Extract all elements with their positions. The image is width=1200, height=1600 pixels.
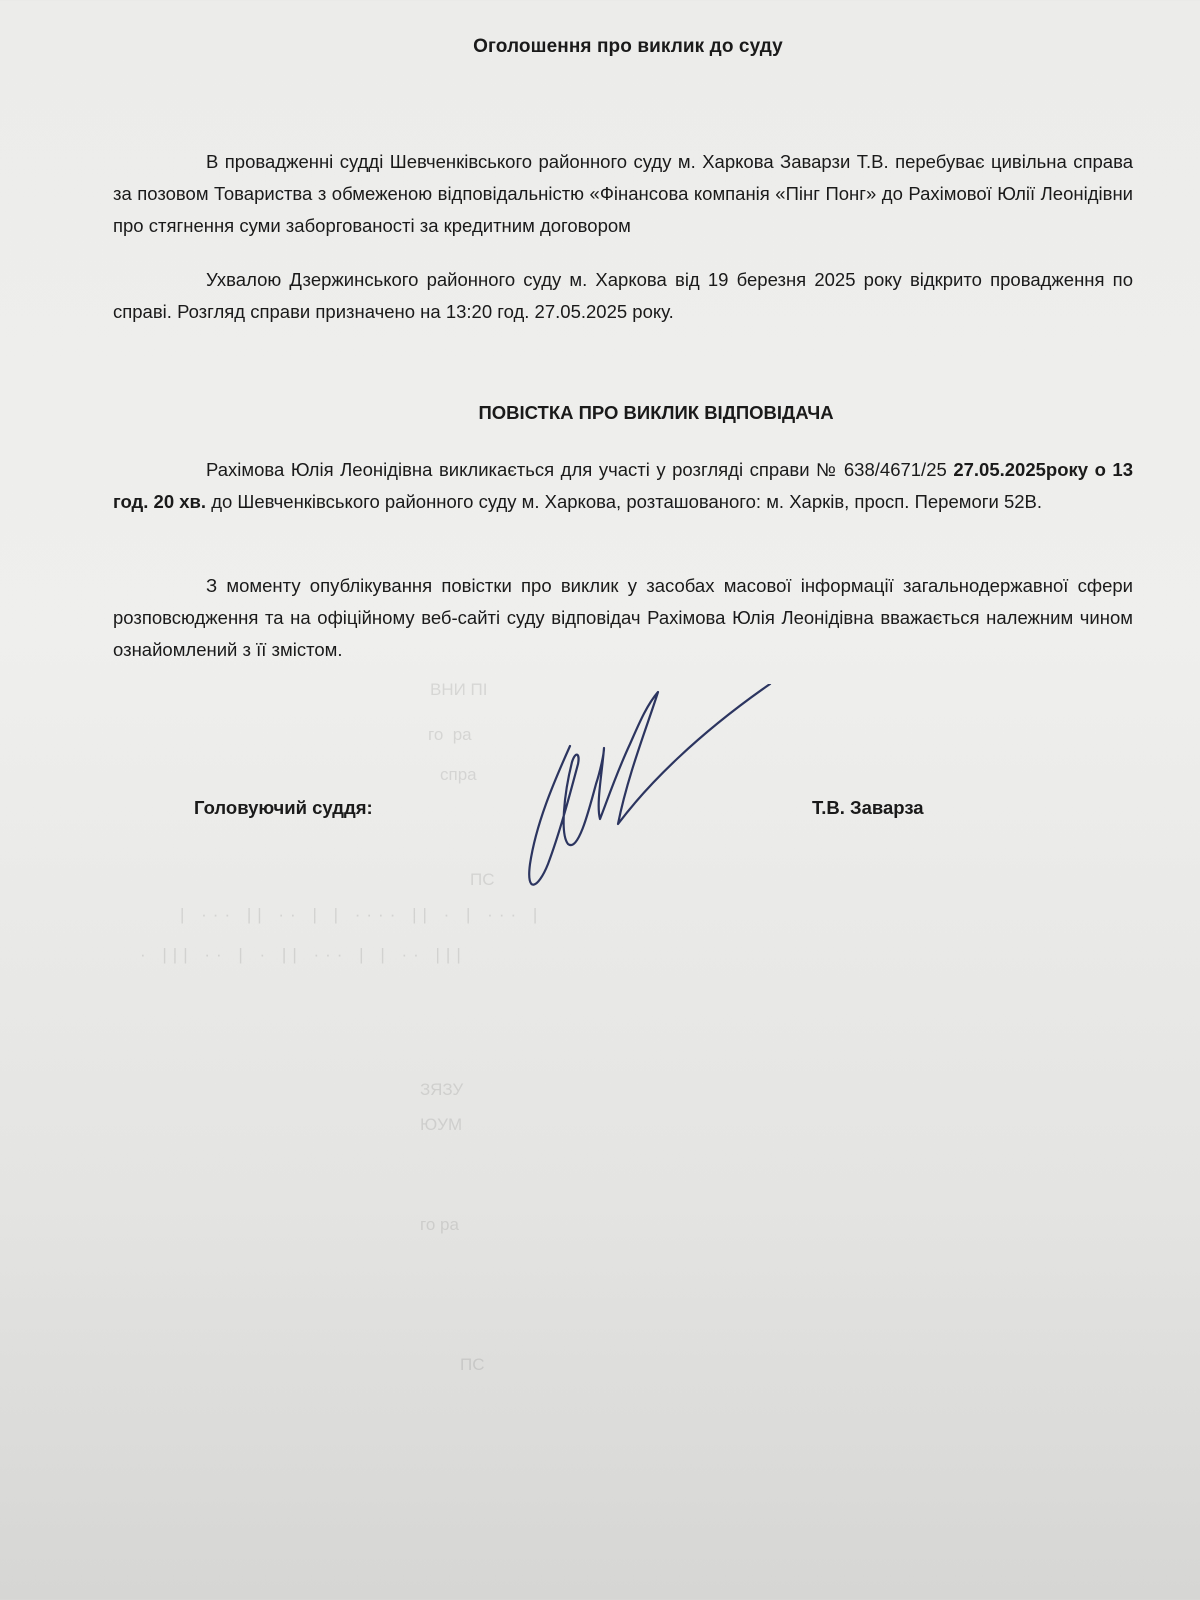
signature-stroke [529,684,770,885]
summons-heading: ПОВІСТКА ПРО ВИКЛИК ВІДПОВІДАЧА [478,402,834,423]
paragraph-publication-notice: З моменту опублікування повістки про виклик у засобах масової інформації загальнодержавної сфери розповсюдження та на офіційному веб-сайті суду відповідач Рахімова Юлія Леонідівна вважається належним чином ознайомлений з її змістом. [113,575,1133,660]
bleed-through-mark: · ||| ·· | · || ··· | | ·· ||| [140,945,467,964]
bleed-through-mark: го ра [428,725,472,744]
summons-text-part2: до Шевченківського районного суду м. Харкова, розташованого: м. Харків, просп. Перемоги 52В. [206,491,1043,512]
paragraph-case-description: В провадженні судді Шевченківського районного суду м. Харкова Заварзи Т.В. перебуває цивільна справа за позовом Товариства з обмеженою відповідальністю «Фінансова компанія «Пінг Понг» до Рахімової Юлії Леонідівни про стягнення суми заборгованості за кредитним договором [113,151,1133,236]
judge-name: Т.В. Заварза [812,797,924,818]
bleed-through-mark: ЮУМ [420,1115,463,1134]
bleed-through-mark: ВНИ ПІ [430,680,488,699]
handwritten-signature [508,684,798,916]
bleed-through-mark: ЗЯЗУ [420,1080,464,1099]
bleed-through-mark: ПС [470,870,495,889]
bleed-through-mark: ПС [460,1355,485,1374]
presiding-judge-label: Головуючий суддя: [194,797,373,818]
summons-text-part1: Рахімова Юлія Леонідівна викликається для участі у розгляді справи № 638/4671/25 [206,459,954,480]
paragraph-hearing-schedule: Ухвалою Дзержинського районного суду м. Харкова від 19 березня 2025 року відкрито провадження по справі. Розгляд справи призначено на 13:20 год. 27.05.2025 року. [113,269,1133,322]
summons-date-time: 27.05.2025року о 13 год. 20 хв. [113,459,1133,512]
paragraph-summons [113,454,1133,518]
bleed-through-mark: | ··· || ·· | | ···· || · | ··· | [180,905,544,924]
bleed-through-mark: спра [440,765,477,784]
document-title: Оголошення про виклик до суду [473,36,783,57]
bleed-through-mark: го ра [420,1215,459,1234]
